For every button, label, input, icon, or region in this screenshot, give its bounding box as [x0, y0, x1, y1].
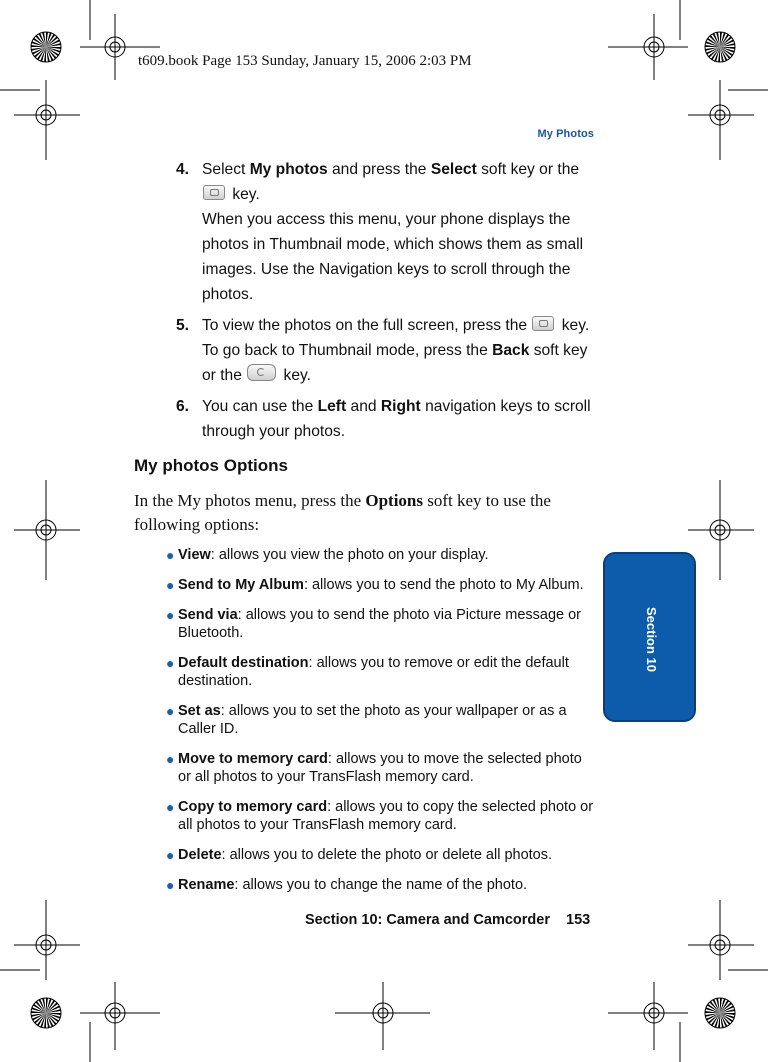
page-number: 153	[566, 912, 591, 928]
registration-starburst-icon	[705, 32, 735, 62]
running-head: My Photos	[537, 128, 594, 140]
step-text: Select My photos and press the Select soft key or the key. When you access this menu, your phone displays the photos in Thumbnail mode, which shows them as small images. Use the Navigation keys to scroll through the photos.	[202, 161, 584, 303]
clear-key-icon	[247, 364, 276, 381]
step-5	[176, 313, 596, 388]
step-number: 4.	[176, 161, 190, 178]
step-number: 6.	[176, 398, 190, 415]
bullet-icon: ●	[166, 655, 175, 671]
step-number: 5.	[176, 317, 190, 334]
section-tab	[603, 552, 696, 722]
list-item: ● Send via: allows you to send the photo via Picture message or Bluetooth.	[166, 607, 581, 641]
bullet-icon: ●	[166, 799, 175, 815]
bullet-icon: ●	[166, 547, 175, 563]
bullet-icon: ●	[166, 877, 175, 893]
list-item: ● Send to My Album: allows you to send the photo to My Album.	[166, 577, 584, 593]
ok-key-icon	[532, 316, 554, 331]
bullet-icon: ●	[166, 751, 175, 767]
options-list	[166, 546, 596, 906]
section-tab-label: Section 10	[644, 606, 659, 672]
registration-starburst-icon	[31, 32, 61, 62]
list-item: ● Set as: allows you to set the photo as your wallpaper or as a Caller ID.	[166, 703, 567, 737]
step-6	[176, 394, 596, 444]
print-header: t609.book Page 153 Sunday, January 15, 2006 2:03 PM	[138, 53, 472, 69]
step-4	[176, 157, 596, 307]
steps-list	[176, 157, 596, 450]
bullet-icon: ●	[166, 847, 175, 863]
list-item: ● Delete: allows you to delete the photo or delete all photos.	[166, 847, 553, 863]
intro-paragraph: In the My photos menu, press the Options soft key to use the following options:	[134, 491, 551, 534]
list-item: ● Move to memory card: allows you to move the selected photo or all photos to your TransFlash memory card.	[166, 751, 582, 785]
list-item: ● View: allows you view the photo on your display.	[166, 547, 489, 563]
bullet-icon: ●	[166, 607, 175, 623]
step-text: You can use the Left and Right navigation keys to scroll through your photos.	[202, 398, 591, 440]
bullet-icon: ●	[166, 703, 175, 719]
bullet-icon: ●	[166, 577, 175, 593]
page-footer: Section 10: Camera and Camcorder	[305, 912, 550, 928]
ok-key-icon	[203, 185, 225, 200]
list-item: ● Rename: allows you to change the name of the photo.	[166, 877, 528, 893]
step-text: To view the photos on the full screen, press the key. To go back to Thumbnail mode, press the Back soft key or the key.	[202, 317, 590, 384]
list-item: ● Default destination: allows you to remove or edit the default destination.	[166, 655, 569, 689]
section-heading: My photos Options	[134, 456, 288, 475]
registration-starburst-icon	[31, 998, 61, 1028]
registration-starburst-icon	[705, 998, 735, 1028]
list-item: ● Copy to memory card: allows you to copy the selected photo or all photos to your TransFlash memory card.	[166, 799, 594, 833]
